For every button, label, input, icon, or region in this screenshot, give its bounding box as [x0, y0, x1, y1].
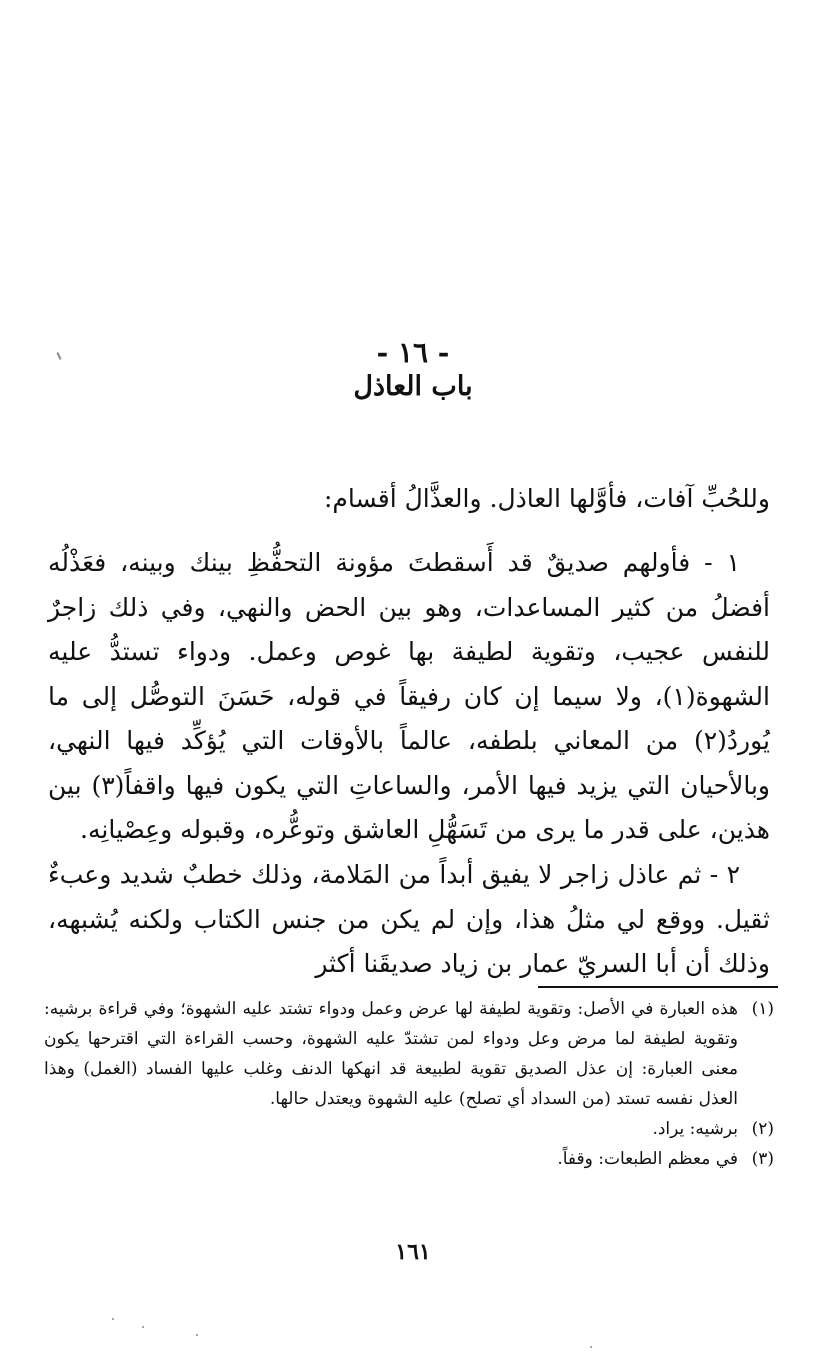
intro-paragraph: وللحُبِّ آفات، فأوَّلها العاذل. والعذَّالُ أقسام:: [323, 484, 770, 513]
chapter-number: - ١٦ -: [376, 336, 450, 369]
footnote-marker: (٣): [751, 1149, 774, 1169]
scan-speck: [196, 1334, 198, 1336]
chapter-title: باب العاذل: [353, 371, 473, 402]
paragraph-2: ٢ - ثم عاذل زاجر لا يفيق أبداً من المَلامة، وذلك خطبٌ شديد وعبءٌ ثقيل. ووقع لي مثلُ هذا، وإن لم يكن من جنس الكتاب ولكنه يُشبهه، وذلك أن أبا السريّ عمار بن زياد صديقَنا أكثر: [48, 860, 770, 978]
footnote-1: [44, 994, 774, 1114]
footnote-separator: [538, 986, 778, 988]
scan-speck: [142, 1326, 144, 1328]
footnote-marker: (١): [751, 999, 774, 1019]
footnote-text: في معظم الطبعات: وقفاً.: [557, 1149, 738, 1169]
footnotes-section: [44, 994, 774, 1174]
page-number: ١٦١: [395, 1239, 431, 1265]
footnote-text: هذه العبارة في الأصل: وتقوية لطيفة لها عرض وعمل ودواء تشتد عليه الشهوة؛ وفي قراءة برشيه: وتقوية لطيفة لما مرض وعل ودواء لمن تشتدّ عليه الشهوة، وحسب القراءة التي اقترحها يكون معنى العبارة: إن عذل الصديق تقوية لطبيعة قد انهكها الدنف وغلب عليها الفساد (الغمل) وهذا العذل نفسه تستد (من السداد أي تصلح) عليه الشهوة ويعتدل حالها.: [44, 999, 738, 1109]
footnote-text: برشيه: يراد.: [652, 1119, 738, 1139]
scan-speck: [590, 1346, 592, 1348]
footnote-2: [44, 1114, 774, 1144]
footnote-3: [44, 1144, 774, 1174]
scan-speck: [112, 1318, 114, 1320]
footnote-marker: (٢): [751, 1119, 774, 1139]
paragraph-1: ١ - فأولهم صديقٌ قد أَسقطتَ مؤونة التحفُّظِ بينك وبينه، فعَذْلُه أفضلُ من كثير المساعدات، وهو بين الحض والنهي، وفي ذلك زاجرٌ للنفس عجيب، وتقوية لطيفة بها غوص وعمل. ودواء تستدُّ عليه الشهوة(١)، ولا سيما إن كان رفيقاً في قوله، حَسَنَ التوصُّل إلى ما يُوردُ(٢) من المعاني بلطفه، عالماً بالأوقات التي يُؤكِّد فيها النهي، وبالأحيان التي يزيد فيها الأمر، والساعاتِ التي يكون فيها واقفاً(٣) بين هذين، على قدر ما يرى من تَسَهُّلِ العاشق وتوعُّره، وقبوله وعِصْيانِه.: [48, 548, 771, 844]
